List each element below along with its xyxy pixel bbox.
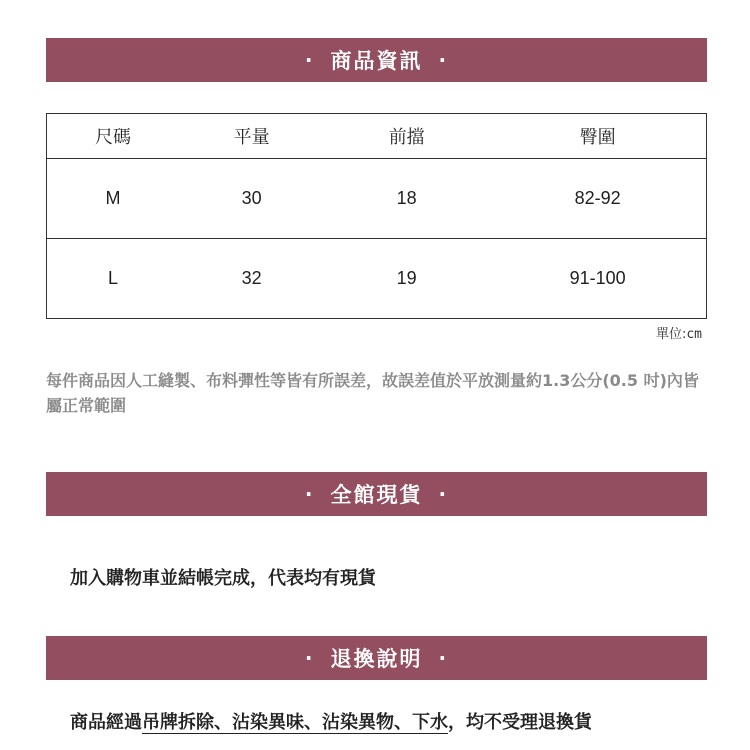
cell-hip: 91-100 (569, 268, 626, 288)
cell-flat-width: 32 (241, 268, 262, 288)
cell-front-rise: 19 (396, 268, 417, 288)
cell-front-rise: 18 (396, 188, 417, 208)
section-banner-return-policy (46, 636, 707, 680)
table-row (47, 239, 707, 319)
table-row (47, 159, 707, 239)
unit-label: 單位: (655, 327, 687, 342)
stock-statement: 加入購物車並結帳完成，代表均有現貨 (70, 568, 376, 589)
cell-flat-width: 30 (241, 188, 262, 208)
bullet-dot-right: · (438, 646, 449, 670)
section-title: 商品資訊 (330, 49, 423, 73)
cell-hip: 82-92 (574, 188, 621, 208)
section-banner-product-info (46, 38, 707, 82)
section-title: 全館現貨 (330, 483, 423, 507)
section-title: 退換說明 (330, 647, 423, 671)
unit-value: cm (686, 327, 702, 342)
header-front-rise: 前擋 (388, 127, 425, 148)
bullet-dot-right: · (438, 48, 449, 72)
return-suffix: ，均不受理退換貨 (448, 712, 592, 733)
return-conditions: 吊牌拆除、沾染異味、沾染異物、下水 (142, 712, 448, 733)
header-hip: 臀圍 (579, 127, 616, 148)
unit-note (656, 323, 702, 342)
cell-size: M (105, 188, 121, 208)
bullet-dot-left: · (304, 48, 315, 72)
header-size: 尺碼 (95, 127, 131, 148)
return-policy-statement (70, 708, 592, 734)
table-header-row (47, 114, 707, 159)
bullet-dot-left: · (304, 646, 315, 670)
header-flat-width: 平量 (233, 127, 270, 148)
section-banner-in-stock (46, 472, 707, 516)
measurement-notice: 每件商品因人工縫製、布料彈性等皆有所誤差，故誤差值於平放測量約1.3公分(0.5 吋)內皆屬正常範圍 (46, 371, 699, 415)
cell-size: L (107, 268, 118, 288)
bullet-dot-right: · (438, 482, 449, 506)
return-prefix: 商品經過 (70, 712, 142, 733)
bullet-dot-left: · (304, 482, 315, 506)
size-table (46, 113, 707, 319)
